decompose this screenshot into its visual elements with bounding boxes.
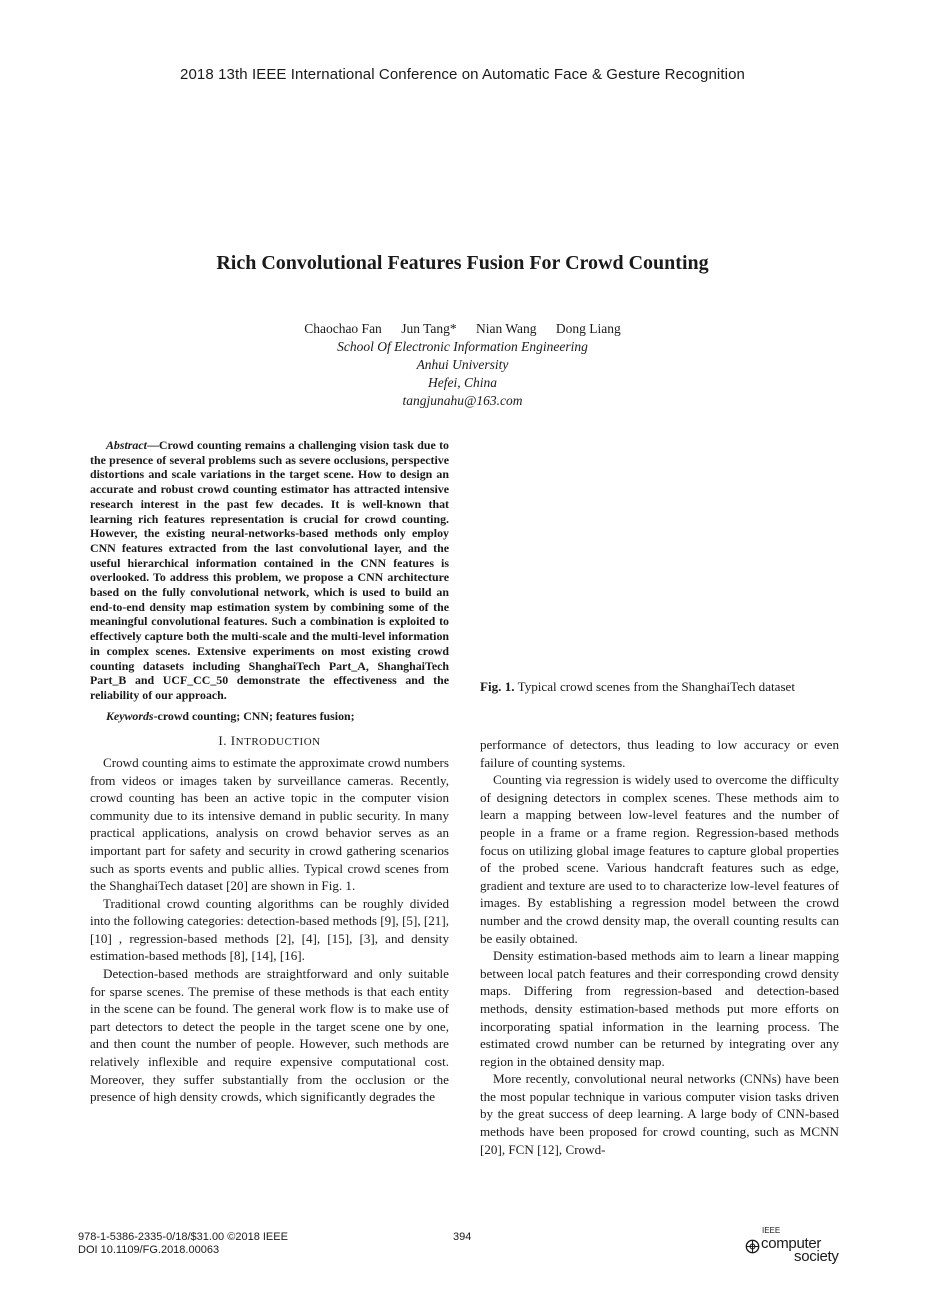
logo-society-text: society <box>794 1248 839 1265</box>
body-paragraph: Counting via regression is widely used to overcome the difficulty of designing detectors in complex scenes. These methods aim to learn a mapping between low-level features and the number of people in a frame or a frame region. Regression-based methods focus on utilizing global image features to capture global properties of the probed scene. Various handcraft features such as edge, gradient and texture are used to to characterize low-level features of images. By establishing a regression model between the crowd number and the crowd density map, the overall counting results can be easily obtained. <box>480 772 839 946</box>
page-number: 394 <box>453 1231 472 1243</box>
logo-computer-text: computer <box>761 1235 822 1252</box>
logo-ieee-text: IEEE <box>762 1226 781 1235</box>
figure-1-image-area <box>480 440 839 670</box>
figure-1-caption <box>480 679 839 695</box>
abstract-text: —Crowd counting remains a challenging vision task due to the presence of several problems such as severe occlusions, perspective distortions and scale variations in the target scene. How to design an accurate and robust crowd counting estimator has attracted intensive research interest in the past few decades. It is well-known that learning rich features representation is crucial for crowd counting. However, the existing neural-networks-based methods only employ CNN features extracted from the last convolutional layer, and the useful hierarchical information contained in the CNN features is overlooked. To address this problem, we propose a CNN architecture based on the fully convolutional network, which is used to build an end-to-end density map estimation system by combining some of the meaningful convolutional features. Such a combination is exploited to effectively capture both the multi-scale and the multi-level information in complex scenes. Extensive experiments on most existing crowd counting datasets including ShanghaiTech Part_A, ShanghaiTech Part_B and UCF_CC_50 demonstrate the effectiveness and the reliability of our approach. <box>90 438 449 702</box>
footer-isbn: 978-1-5386-2335-0/18/$31.00 ©2018 IEEE <box>78 1231 288 1243</box>
author-name: Chaochao Fan <box>304 321 382 336</box>
footer-publication-info <box>78 1231 288 1257</box>
body-paragraph: More recently, convolutional neural networks (CNNs) have been the most popular technique in various computer vision tasks driven by the great success of deep learning. A large body of CNN-based methods have been proposed for crowd counting, such as MCNN [20], FCN [12], Crowd- <box>480 1071 839 1157</box>
author-name: Nian Wang <box>476 321 537 336</box>
left-column <box>90 438 449 1106</box>
author-names <box>0 320 925 338</box>
author-email: tangjunahu@163.com <box>402 393 523 408</box>
section-heading-introduction: I. INTRODUCTION <box>218 733 321 749</box>
computer-society-logo-icon <box>745 1239 760 1254</box>
keywords-text: -crowd counting; CNN; features fusion; <box>153 708 355 723</box>
keywords-label: Keywords <box>106 708 154 723</box>
author-block <box>0 320 925 410</box>
computer-society-logo <box>745 1226 845 1265</box>
paper-title: Rich Convolutional Features Fusion For Crowd Counting <box>216 252 709 274</box>
abstract <box>90 438 449 703</box>
keywords <box>90 709 449 724</box>
affiliation-university: Anhui University <box>416 357 509 372</box>
author-name: Jun Tang* <box>401 321 457 336</box>
figure-caption-text: Typical crowd scenes from the ShanghaiTech dataset <box>517 679 796 694</box>
right-column <box>480 736 839 1158</box>
affiliation-school: School Of Electronic Information Engineering <box>337 339 588 354</box>
conference-header: 2018 13th IEEE International Conference on Automatic Face & Gesture Recognition <box>180 66 745 83</box>
body-paragraph: Detection-based methods are straightforward and only suitable for sparse scenes. The premise of these methods is that each entity in the scene can be found. The general work flow is to make use of part detectors to detect the people in the target scene one by one, and then count the number of people. However, such methods are relatively inflexible and require expensive computational cost. Moreover, they suffer substantially from the occlusion or the presence of high density crowds, which significantly degrades the <box>90 966 449 1105</box>
author-name: Dong Liang <box>555 321 621 336</box>
body-paragraph: Density estimation-based methods aim to learn a linear mapping between local patch features and their corresponding crowd density maps. Differing from regression-based and detection-based methods, density estimation-based methods put more efforts on incorporating spatial information in the learning process. The estimated crowd number can be returned by integrating over any region in the obtained density map. <box>480 948 839 1069</box>
affiliation-city: Hefei, China <box>428 375 497 390</box>
body-paragraph: Traditional crowd counting algorithms can be roughly divided into the following categories: detection-based methods [9], [5], [21], [10] , regression-based methods [2], [4], [15], [3], and density estimation-based methods [8], [14], [16]. <box>90 895 449 964</box>
abstract-label: Abstract <box>106 438 147 452</box>
body-paragraph: performance of detectors, thus leading to low accuracy or even failure of counting systems. <box>480 737 839 770</box>
body-paragraph: Crowd counting aims to estimate the approximate crowd numbers from videos or images taken by surveillance cameras. Recently, crowd counting has been an active topic in the computer vision community due to its intensive demand in public security. In many practical applications, analysis on crowd behavior serves as an important part for safety and security in crowd gathering scenarios such as sports events and public allies. Typical crowd scenes from the ShanghaiTech dataset [20] are shown in Fig. 1. <box>90 754 449 894</box>
figure-label: Fig. 1. <box>480 679 515 694</box>
footer-doi: DOI 10.1109/FG.2018.00063 <box>78 1244 220 1256</box>
